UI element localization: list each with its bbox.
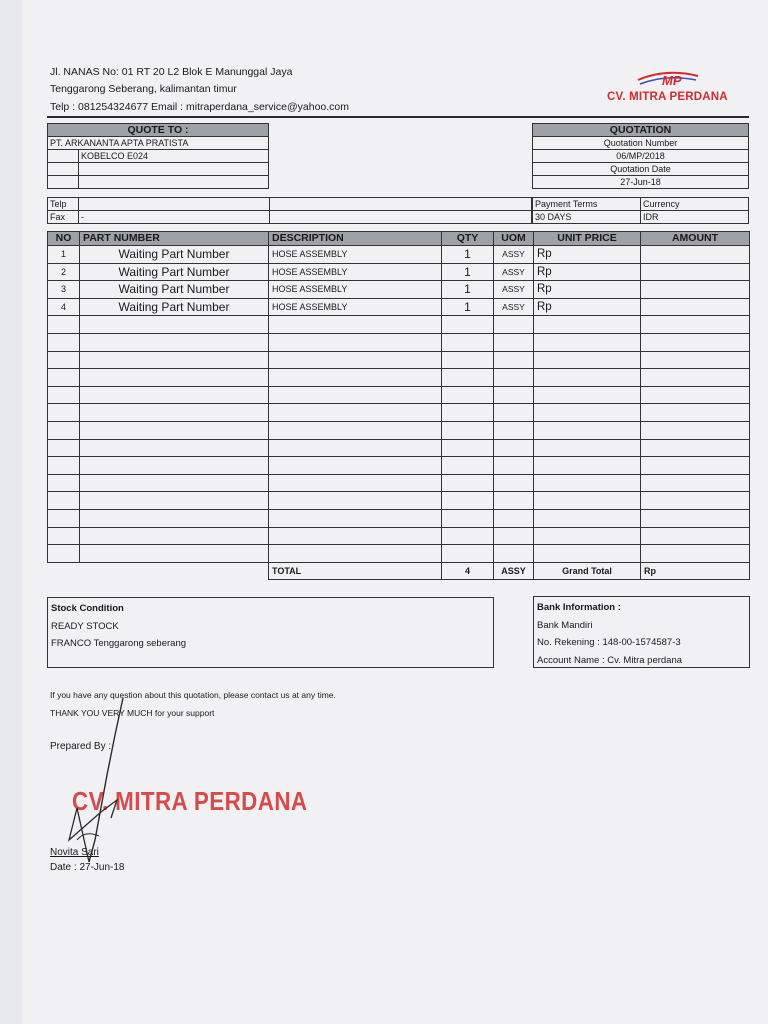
empty-cell [80, 492, 269, 510]
row-no: 2 [48, 263, 80, 281]
table-row [48, 263, 750, 281]
quotation-box [532, 123, 749, 189]
empty-cell [48, 492, 80, 510]
quote-to-company: PT. ARKANANTA APTA PRATISTA [48, 137, 269, 150]
row-qty: 1 [442, 246, 494, 264]
empty-cell [48, 404, 80, 422]
empty-cell [80, 457, 269, 475]
empty-cell [641, 404, 750, 422]
empty-cell [80, 386, 269, 404]
bank-rekening: No. Rekening : 148-00-1574587-3 [537, 637, 681, 648]
row-unit-price: Rp [534, 246, 641, 264]
fax-value: - [79, 211, 270, 224]
total-uom: ASSY [494, 562, 534, 580]
empty-cell [48, 386, 80, 404]
stock-title: Stock Condition [51, 603, 124, 614]
company-stamp: CV. MITRA PERDANA [72, 786, 308, 816]
col-header-no: NO [48, 232, 80, 246]
empty-cell [442, 457, 494, 475]
empty-cell [48, 421, 80, 439]
telp-label: Telp [48, 198, 79, 211]
thank-you-note: THANK YOU VERY MUCH for your support [50, 708, 215, 718]
empty-cell [641, 457, 750, 475]
empty-cell [48, 509, 80, 527]
empty-cell [269, 351, 442, 369]
row-amount [641, 281, 750, 299]
empty-cell [80, 509, 269, 527]
quotation-date: 27-Jun-18 [533, 176, 749, 189]
row-description: HOSE ASSEMBLY [269, 298, 442, 316]
empty-cell [641, 509, 750, 527]
empty-cell [494, 369, 534, 387]
table-row [48, 246, 750, 264]
contact-note: If you have any question about this quotation, please contact us at any time. [50, 690, 336, 700]
quotation-date-label: Quotation Date [533, 163, 749, 176]
grand-total-value: Rp [641, 562, 750, 580]
empty-cell [534, 316, 641, 334]
empty-cell [442, 474, 494, 492]
empty-cell [534, 404, 641, 422]
empty-cell [48, 545, 80, 563]
row-amount [641, 263, 750, 281]
table-row [48, 281, 750, 299]
empty-cell [534, 369, 641, 387]
empty-row [48, 474, 750, 492]
row-qty: 1 [442, 298, 494, 316]
empty-cell [269, 492, 442, 510]
empty-cell [48, 333, 80, 351]
total-row [48, 562, 750, 580]
empty-row [48, 545, 750, 563]
quote-to-box [47, 123, 269, 189]
currency-label: Currency [641, 198, 749, 211]
empty-cell [269, 316, 442, 334]
bank-name: Bank Mandiri [537, 619, 593, 631]
empty-cell [534, 492, 641, 510]
empty-cell [641, 386, 750, 404]
empty-row [48, 316, 750, 334]
empty-cell [534, 509, 641, 527]
quote-to-title: QUOTE TO : [48, 124, 269, 137]
empty-cell [80, 351, 269, 369]
empty-row [48, 404, 750, 422]
empty-cell [269, 545, 442, 563]
empty-cell [534, 545, 641, 563]
quotation-title: QUOTATION [533, 124, 749, 137]
row-qty: 1 [442, 281, 494, 299]
row-part-number: Waiting Part Number [80, 298, 269, 316]
company-logo-icon [636, 70, 700, 90]
empty-cell [494, 509, 534, 527]
prepared-by-label: Prepared By : [50, 741, 112, 752]
empty-row [48, 386, 750, 404]
empty-cell [48, 369, 80, 387]
contact-rows [47, 197, 532, 224]
terms-box [532, 197, 749, 224]
empty-cell [641, 351, 750, 369]
empty-cell [442, 527, 494, 545]
empty-cell [641, 439, 750, 457]
empty-cell [269, 421, 442, 439]
empty-cell [534, 421, 641, 439]
empty-cell [641, 316, 750, 334]
empty-cell [641, 474, 750, 492]
grand-total-label: Grand Total [534, 562, 641, 580]
row-part-number: Waiting Part Number [80, 281, 269, 299]
empty-cell [442, 421, 494, 439]
empty-cell [442, 333, 494, 351]
total-qty: 4 [442, 562, 494, 580]
empty-cell [641, 527, 750, 545]
row-description: HOSE ASSEMBLY [269, 281, 442, 299]
row-uom: ASSY [494, 263, 534, 281]
company-address-line1: Jl. NANAS No: 01 RT 20 L2 Blok E Manunggal Jaya [50, 66, 293, 78]
stock-condition-box [47, 597, 494, 668]
empty-cell [641, 369, 750, 387]
empty-cell [269, 386, 442, 404]
bank-info-box [533, 596, 750, 668]
col-header-unit-price: UNIT PRICE [534, 232, 641, 246]
table-row [48, 298, 750, 316]
empty-cell [269, 439, 442, 457]
empty-cell [48, 351, 80, 369]
items-table [47, 231, 750, 580]
quotation-number: 06/MP/2018 [533, 150, 749, 163]
empty-cell [442, 545, 494, 563]
empty-cell [534, 474, 641, 492]
empty-cell [494, 316, 534, 334]
stock-line2: FRANCO Tenggarong seberang [51, 638, 187, 649]
empty-cell [641, 333, 750, 351]
row-part-number: Waiting Part Number [80, 246, 269, 264]
header-divider [47, 116, 749, 118]
empty-cell [494, 333, 534, 351]
row-uom: ASSY [494, 246, 534, 264]
empty-cell [534, 439, 641, 457]
stock-line1: READY STOCK [51, 620, 119, 632]
empty-cell [494, 439, 534, 457]
empty-cell [641, 492, 750, 510]
empty-row [48, 492, 750, 510]
empty-cell [442, 404, 494, 422]
empty-cell [534, 333, 641, 351]
empty-row [48, 333, 750, 351]
row-unit-price: Rp [534, 281, 641, 299]
empty-cell [48, 439, 80, 457]
empty-cell [442, 386, 494, 404]
empty-cell [494, 351, 534, 369]
col-header-amount: AMOUNT [641, 232, 750, 246]
row-description: HOSE ASSEMBLY [269, 263, 442, 281]
empty-cell [442, 351, 494, 369]
empty-cell [442, 369, 494, 387]
empty-cell [494, 404, 534, 422]
signed-date: Date : 27-Jun-18 [50, 862, 125, 873]
empty-cell [80, 369, 269, 387]
empty-cell [48, 527, 80, 545]
row-no: 3 [48, 281, 80, 299]
row-unit-price: Rp [534, 263, 641, 281]
empty-cell [494, 457, 534, 475]
empty-cell [80, 439, 269, 457]
empty-cell [442, 316, 494, 334]
col-header-description: DESCRIPTION [269, 232, 442, 246]
empty-cell [494, 492, 534, 510]
empty-cell [641, 421, 750, 439]
empty-cell [269, 369, 442, 387]
company-name: CV. MITRA PERDANA [607, 91, 728, 103]
empty-cell [80, 474, 269, 492]
empty-cell [269, 509, 442, 527]
row-description: HOSE ASSEMBLY [269, 246, 442, 264]
empty-cell [494, 474, 534, 492]
empty-row [48, 439, 750, 457]
empty-cell [442, 509, 494, 527]
empty-cell [534, 386, 641, 404]
row-amount [641, 298, 750, 316]
company-contact: Telp : 081254324677 Email : mitraperdana_service@yahoo.com [50, 101, 349, 113]
col-header-part-number: PART NUMBER [80, 232, 269, 246]
col-header-uom: UOM [494, 232, 534, 246]
currency-value: IDR [641, 211, 749, 224]
row-qty: 1 [442, 263, 494, 281]
empty-cell [48, 474, 80, 492]
row-no: 1 [48, 246, 80, 264]
col-header-qty: QTY [442, 232, 494, 246]
empty-row [48, 369, 750, 387]
empty-cell [80, 545, 269, 563]
empty-cell [48, 316, 80, 334]
empty-cell [494, 527, 534, 545]
signature-icon [55, 690, 145, 870]
total-label: TOTAL [269, 562, 442, 580]
empty-cell [494, 545, 534, 563]
payment-terms-label: Payment Terms [533, 198, 641, 211]
empty-cell [80, 527, 269, 545]
empty-cell [534, 527, 641, 545]
row-unit-price: Rp [534, 298, 641, 316]
empty-cell [269, 474, 442, 492]
empty-cell [494, 386, 534, 404]
row-no: 4 [48, 298, 80, 316]
empty-cell [269, 457, 442, 475]
quotation-number-label: Quotation Number [533, 137, 749, 150]
empty-cell [80, 316, 269, 334]
empty-row [48, 457, 750, 475]
row-uom: ASSY [494, 281, 534, 299]
empty-cell [80, 404, 269, 422]
empty-cell [269, 527, 442, 545]
empty-cell [534, 351, 641, 369]
payment-terms-value: 30 DAYS [533, 211, 641, 224]
empty-cell [269, 333, 442, 351]
empty-cell [442, 439, 494, 457]
telp-value [79, 198, 270, 211]
empty-row [48, 509, 750, 527]
empty-row [48, 421, 750, 439]
empty-row [48, 527, 750, 545]
quote-to-ref: KOBELCO E024 [79, 150, 269, 163]
empty-row [48, 351, 750, 369]
empty-cell [534, 457, 641, 475]
bank-account: Account Name : Cv. Mitra perdana [537, 654, 683, 666]
empty-cell [80, 333, 269, 351]
row-part-number: Waiting Part Number [80, 263, 269, 281]
empty-cell [48, 457, 80, 475]
fax-label: Fax [48, 211, 79, 224]
empty-cell [269, 404, 442, 422]
signer-name: Novita Sari [50, 847, 99, 858]
logo-text: MP [662, 73, 682, 88]
company-address-line2: Tenggarong Seberang, kalimantan timur [50, 83, 237, 95]
empty-cell [80, 421, 269, 439]
empty-cell [494, 421, 534, 439]
bank-title: Bank Information : [537, 602, 621, 613]
row-amount [641, 246, 750, 264]
empty-cell [442, 492, 494, 510]
row-uom: ASSY [494, 298, 534, 316]
empty-cell [641, 545, 750, 563]
